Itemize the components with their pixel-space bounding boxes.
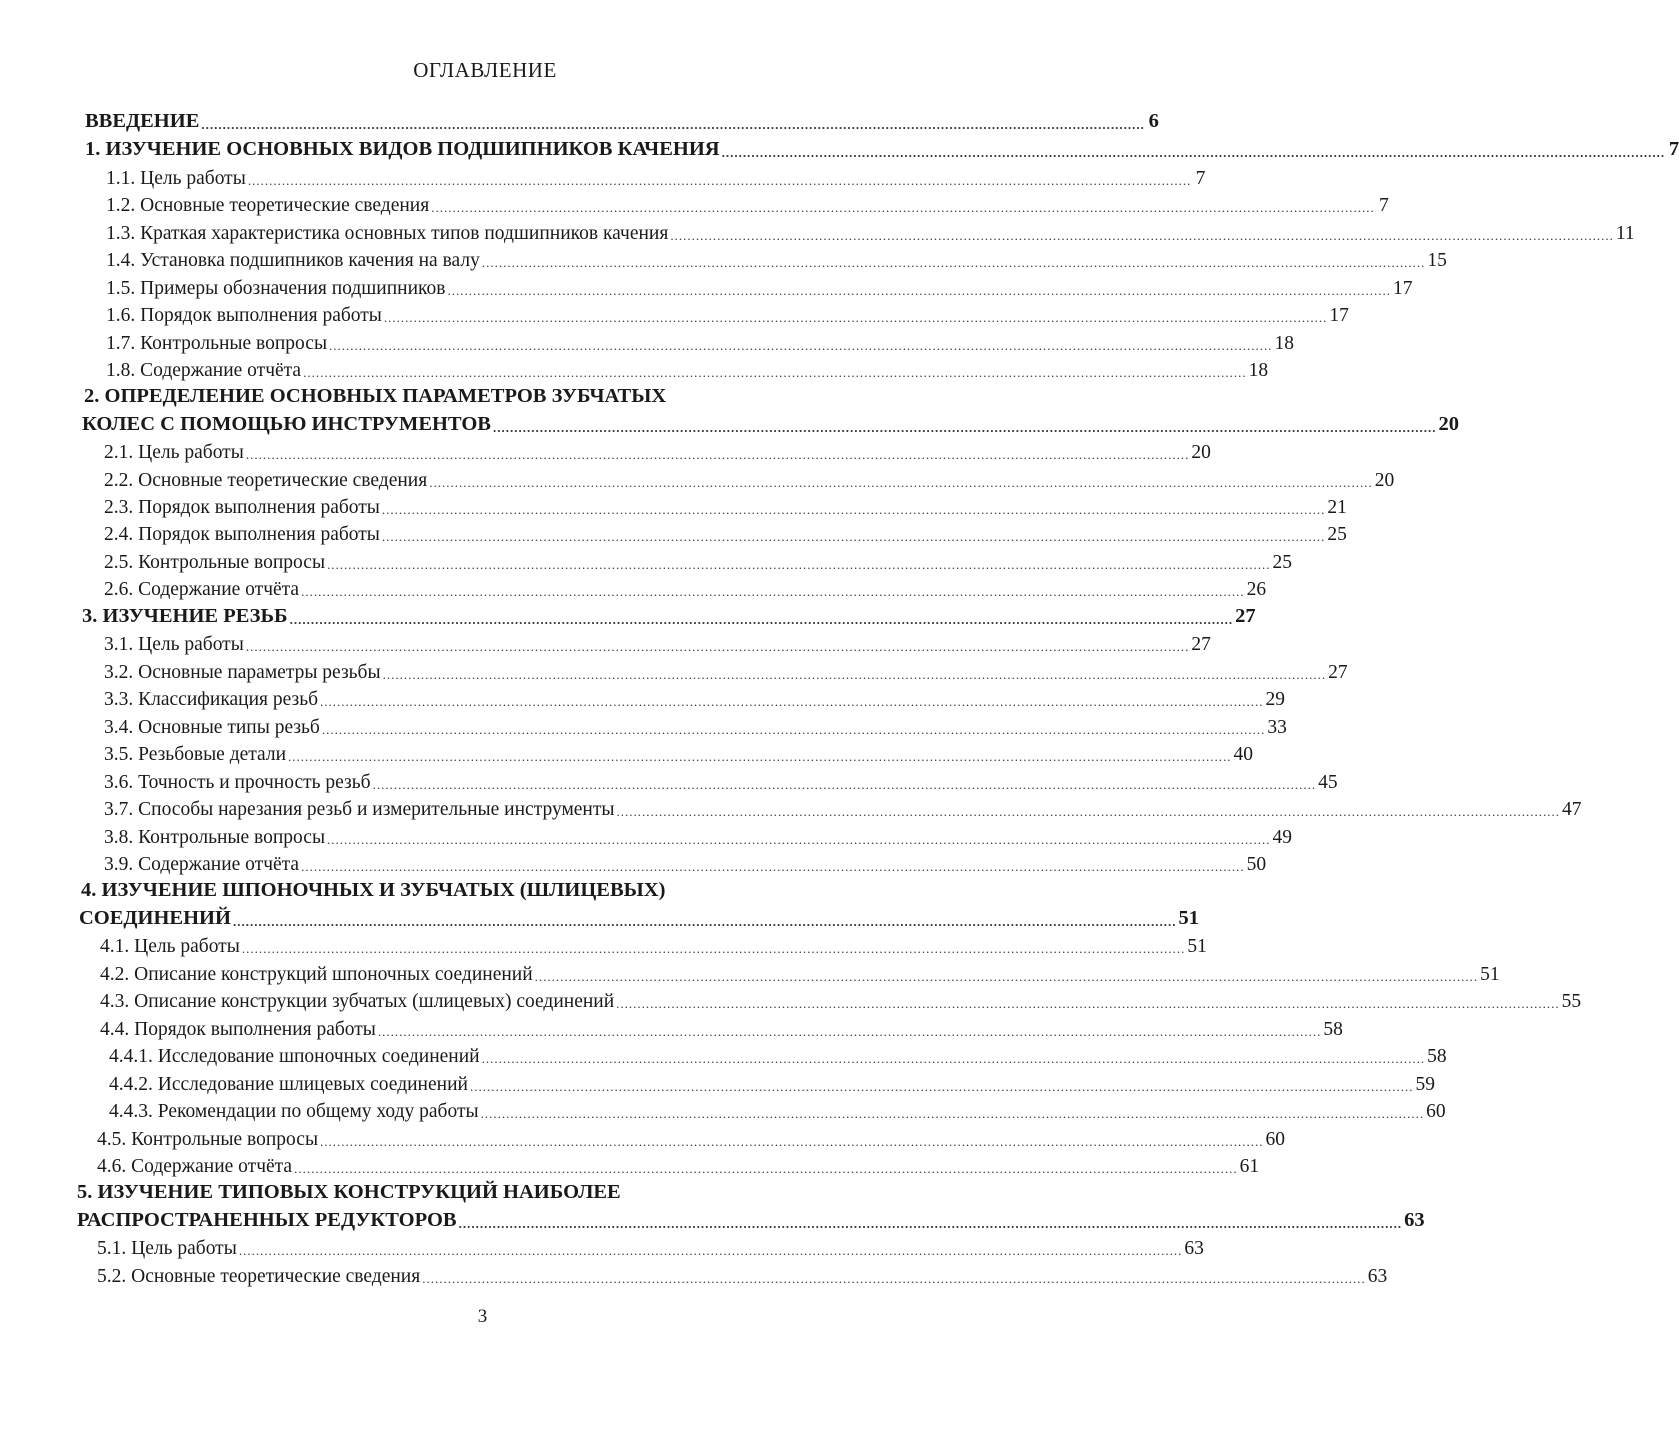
toc-page: 26 [1246, 578, 1267, 600]
toc-entry-2-2[interactable] [104, 464, 1395, 492]
toc-page: 15 [1427, 249, 1447, 271]
toc-label: 3.6. Точность и прочность резьб [104, 771, 371, 793]
leader-dots: .............................................................................................................................................................................................................................. [616, 803, 1560, 819]
toc-entry-4-1[interactable] [100, 930, 1207, 958]
toc-entry-3-3[interactable] [104, 683, 1286, 711]
toc-page: 59 [1415, 1073, 1435, 1095]
leader-dots: .............................................................................................................................................................................................................................. [670, 227, 1614, 243]
toc-entry-3-4[interactable] [104, 711, 1287, 739]
toc-page: 58 [1323, 1018, 1343, 1040]
toc-entry-3-1[interactable] [104, 628, 1211, 656]
leader-dots: .............................................................................................................................................................................................................................. [382, 666, 1327, 682]
toc-page: 63 [1367, 1265, 1388, 1287]
toc-page: 27 [1191, 633, 1211, 655]
toc-entry-2-4[interactable] [104, 518, 1347, 546]
leader-dots: .............................................................................................................................................................................................................................. [372, 776, 1317, 792]
leader-dots: .............................................................................................................................................................................................................................. [481, 1050, 1426, 1066]
toc-page: 25 [1327, 523, 1347, 545]
toc-page: 17 [1392, 277, 1413, 299]
toc-entry-4-4-1[interactable] [109, 1040, 1447, 1068]
toc-label: 1.1. Цель работы [106, 167, 246, 189]
leader-dots: .............................................................................................................................................................................................................................. [469, 1078, 1414, 1094]
toc-label: РАСПРОСТРАНЕННЫХ РЕДУКТОРОВ [77, 1209, 457, 1232]
leader-dots: .............................................................................................................................................................................................................................. [492, 419, 1437, 435]
toc-label: 3.4. Основные типы резьб [104, 716, 320, 738]
toc-page: 51 [1480, 963, 1500, 985]
toc-page: 45 [1318, 771, 1338, 793]
toc-entry-3-7[interactable] [104, 793, 1582, 821]
toc-label: 1.7. Контрольные вопросы [106, 332, 328, 354]
toc-label: 3.1. Цель работы [104, 633, 244, 655]
toc-page: 63 [1404, 1209, 1425, 1232]
leader-dots: .............................................................................................................................................................................................................................. [245, 446, 1190, 462]
toc-entry-1-7[interactable] [106, 327, 1295, 355]
toc-page: 60 [1265, 1128, 1286, 1150]
leader-dots: .............................................................................................................................................................................................................................. [329, 337, 1273, 353]
toc-label: 2.3. Порядок выполнения работы [104, 496, 380, 518]
toc-label: 2.5. Контрольные вопросы [104, 551, 326, 573]
leader-dots: .............................................................................................................................................................................................................................. [480, 1105, 1425, 1121]
leader-dots: .............................................................................................................................................................................................................................. [245, 638, 1190, 654]
toc-page: 50 [1246, 853, 1267, 875]
leader-dots: .............................................................................................................................................................................................................................. [381, 501, 1326, 517]
toc-page: 20 [1191, 441, 1211, 463]
toc-label: 1. ИЗУЧЕНИЕ ОСНОВНЫХ ВИДОВ ПОДШИПНИКОВ КАЧЕНИЯ [85, 138, 720, 161]
toc-entry-1-1[interactable] [106, 162, 1206, 190]
toc-page: 6 [1148, 110, 1159, 133]
toc-page: 29 [1265, 688, 1286, 710]
leader-dots: .............................................................................................................................................................................................................................. [381, 528, 1326, 544]
toc-entry-1-5[interactable] [106, 272, 1413, 300]
toc-label: 3.2. Основные параметры резьбы [104, 661, 381, 683]
toc-label: 3.9. Содержание отчёта [104, 853, 300, 875]
page-title: ОГЛАВЛЕНИЕ [413, 58, 557, 82]
toc-entry-intro[interactable] [85, 106, 1159, 134]
leader-dots: .............................................................................................................................................................................................................................. [327, 556, 1271, 572]
leader-dots: .............................................................................................................................................................................................................................. [320, 693, 1264, 709]
toc-entry-1-3[interactable] [106, 217, 1635, 245]
toc-label: 4.2. Описание конструкций шпоночных соединений [100, 963, 533, 985]
toc-page: 7 [1378, 194, 1389, 216]
toc-label: 4.4.1. Исследование шпоночных соединений [109, 1045, 480, 1067]
toc-label: 5.1. Цель работы [97, 1237, 237, 1259]
toc-page: 55 [1561, 990, 1582, 1012]
toc-page: 20 [1374, 469, 1395, 491]
toc-page: 20 [1438, 413, 1459, 436]
toc-page: 27 [1328, 661, 1348, 683]
toc-page: 27 [1235, 605, 1256, 628]
toc-entry-3-9[interactable] [104, 848, 1267, 876]
toc-chapter-4-line1[interactable]: 4. ИЗУЧЕНИЕ ШПОНОЧНЫХ И ЗУБЧАТЫХ (ШЛИЦЕВЫХ) [81, 879, 666, 902]
toc-entry-4-5[interactable] [97, 1123, 1286, 1151]
toc-label: 5.2. Основные теоретические сведения [97, 1265, 421, 1287]
toc-entry-3-6[interactable] [104, 766, 1338, 794]
toc-label: СОЕДИНЕНИЙ [79, 907, 231, 930]
leader-dots: .............................................................................................................................................................................................................................. [327, 831, 1271, 847]
leader-dots: .............................................................................................................................................................................................................................. [458, 1215, 1403, 1231]
leader-dots: .............................................................................................................................................................................................................................. [616, 995, 1560, 1011]
toc-page: 61 [1239, 1155, 1260, 1177]
toc-page: 7 [1195, 167, 1206, 189]
toc-chapter-5-line1[interactable]: 5. ИЗУЧЕНИЕ ТИПОВЫХ КОНСТРУКЦИЙ НАИБОЛЕЕ [77, 1181, 621, 1204]
toc-page: 58 [1427, 1045, 1447, 1067]
toc-label: 4.3. Описание конструкции зубчатых (шлицевых) соединений [100, 990, 615, 1012]
leader-dots: .............................................................................................................................................................................................................................. [303, 364, 1247, 380]
toc-label: 3.7. Способы нарезания резьб и измерительные инструменты [104, 798, 615, 820]
toc-entry-4-4[interactable] [100, 1013, 1343, 1041]
toc-label: 4.4.3. Рекомендации по общему ходу работы [109, 1100, 479, 1122]
toc-label: 1.6. Порядок выполнения работы [106, 304, 382, 326]
page-number: 3 [477, 1306, 488, 1327]
toc-entry-4-2[interactable] [100, 958, 1500, 986]
toc-label: 4.6. Содержание отчёта [97, 1155, 293, 1177]
toc-page: 18 [1248, 359, 1269, 381]
leader-dots: .............................................................................................................................................................................................................................. [232, 913, 1177, 929]
toc-page: 47 [1562, 798, 1582, 820]
leader-dots: .............................................................................................................................................................................................................................. [294, 1160, 1238, 1176]
toc-chapter-2-line1[interactable]: 2. ОПРЕДЕЛЕНИЕ ОСНОВНЫХ ПАРАМЕТРОВ ЗУБЧАТЫХ [84, 385, 667, 408]
toc-label: 4.4. Порядок выполнения работы [100, 1018, 376, 1040]
toc-entry-1-4[interactable] [106, 244, 1447, 272]
toc-entry-4-6[interactable] [97, 1150, 1260, 1178]
toc-label: 2.1. Цель работы [104, 441, 244, 463]
toc-label: 1.5. Примеры обозначения подшипников [106, 277, 446, 299]
leader-dots: .............................................................................................................................................................................................................................. [247, 172, 1192, 188]
toc-label: 1.2. Основные теоретические сведения [106, 194, 430, 216]
toc-label: 3.8. Контрольные вопросы [104, 826, 326, 848]
toc-label: 2.2. Основные теоретические сведения [104, 469, 428, 491]
toc-entry-ch2[interactable] [82, 409, 1459, 437]
toc-page: 60 [1426, 1100, 1446, 1122]
toc-label: 3.5. Резьбовые детали [104, 743, 287, 765]
toc-page: 18 [1274, 332, 1295, 354]
toc-entry-ch3[interactable] [82, 601, 1256, 629]
leader-dots: .............................................................................................................................................................................................................................. [383, 309, 1328, 325]
leader-dots: .............................................................................................................................................................................................................................. [288, 748, 1232, 764]
toc-page: 51 [1187, 935, 1207, 957]
toc-label: 4.5. Контрольные вопросы [97, 1128, 319, 1150]
toc-page: 11 [1615, 222, 1635, 244]
leader-dots: .............................................................................................................................................................................................................................. [422, 1270, 1366, 1286]
toc-page: 33 [1267, 716, 1287, 738]
leader-dots: .............................................................................................................................................................................................................................. [301, 583, 1245, 599]
toc-entry-2-6[interactable] [104, 573, 1267, 601]
leader-dots: .............................................................................................................................................................................................................................. [534, 968, 1479, 984]
toc-entry-4-4-2[interactable] [109, 1068, 1435, 1096]
toc-label: ВВЕДЕНИЕ [85, 110, 200, 133]
leader-dots: .............................................................................................................................................................................................................................. [301, 858, 1245, 874]
toc-page: 40 [1233, 743, 1254, 765]
toc-entry-5-1[interactable] [97, 1232, 1204, 1260]
toc-label: 3.3. Классификация резьб [104, 688, 319, 710]
leader-dots: .............................................................................................................................................................................................................................. [320, 1133, 1264, 1149]
toc-entry-3-2[interactable] [104, 656, 1348, 684]
toc-entry-ch4[interactable] [79, 903, 1199, 931]
toc-entry-2-5[interactable] [104, 546, 1293, 574]
leader-dots: .............................................................................................................................................................................................................................. [431, 199, 1375, 215]
leader-dots: .............................................................................................................................................................................................................................. [447, 282, 1391, 298]
leader-dots: .............................................................................................................................................................................................................................. [377, 1023, 1322, 1039]
toc-label: 1.3. Краткая характеристика основных типов подшипников качения [106, 222, 669, 244]
toc-page: 7 [1668, 138, 1679, 161]
toc-label: 3. ИЗУЧЕНИЕ РЕЗЬБ [82, 605, 288, 628]
toc-label: 4.1. Цель работы [100, 935, 240, 957]
toc-page: 25 [1272, 551, 1293, 573]
toc-entry-5-2[interactable] [97, 1260, 1388, 1288]
leader-dots: .............................................................................................................................................................................................................................. [241, 940, 1186, 956]
leader-dots: .............................................................................................................................................................................................................................. [481, 254, 1426, 270]
leader-dots: .............................................................................................................................................................................................................................. [289, 611, 1234, 627]
toc-entry-4-4-3[interactable] [109, 1095, 1446, 1123]
toc-entry-2-1[interactable] [104, 436, 1211, 464]
toc-entry-ch5[interactable] [77, 1205, 1425, 1233]
toc-page: 17 [1329, 304, 1349, 326]
toc-entry-1-8[interactable] [106, 354, 1269, 382]
leader-dots: .............................................................................................................................................................................................................................. [321, 721, 1266, 737]
toc-label: 2.4. Порядок выполнения работы [104, 523, 380, 545]
toc-entry-1-2[interactable] [106, 189, 1389, 217]
toc-entry-2-3[interactable] [104, 491, 1347, 519]
toc-page: 49 [1272, 826, 1293, 848]
toc-entry-3-8[interactable] [104, 821, 1293, 849]
toc-label: 1.8. Содержание отчёта [106, 359, 302, 381]
toc-label: 1.4. Установка подшипников качения на валу [106, 249, 480, 271]
toc-page: 21 [1327, 496, 1347, 518]
toc-label: 2.6. Содержание отчёта [104, 578, 300, 600]
toc-label: КОЛЕС С ПОМОЩЬЮ ИНСТРУМЕНТОВ [82, 413, 491, 436]
leader-dots: .............................................................................................................................................................................................................................. [721, 144, 1666, 160]
toc-entry-3-5[interactable] [104, 738, 1254, 766]
toc-entry-ch1[interactable] [85, 134, 1679, 162]
leader-dots: .............................................................................................................................................................................................................................. [429, 474, 1373, 490]
leader-dots: .............................................................................................................................................................................................................................. [201, 116, 1145, 132]
toc-entry-1-6[interactable] [106, 299, 1349, 327]
leader-dots: .............................................................................................................................................................................................................................. [238, 1242, 1183, 1258]
toc-entry-4-3[interactable] [100, 985, 1582, 1013]
toc-label: 4.4.2. Исследование шлицевых соединений [109, 1073, 468, 1095]
toc-page: 63 [1184, 1237, 1204, 1259]
toc-page: 51 [1178, 907, 1199, 930]
